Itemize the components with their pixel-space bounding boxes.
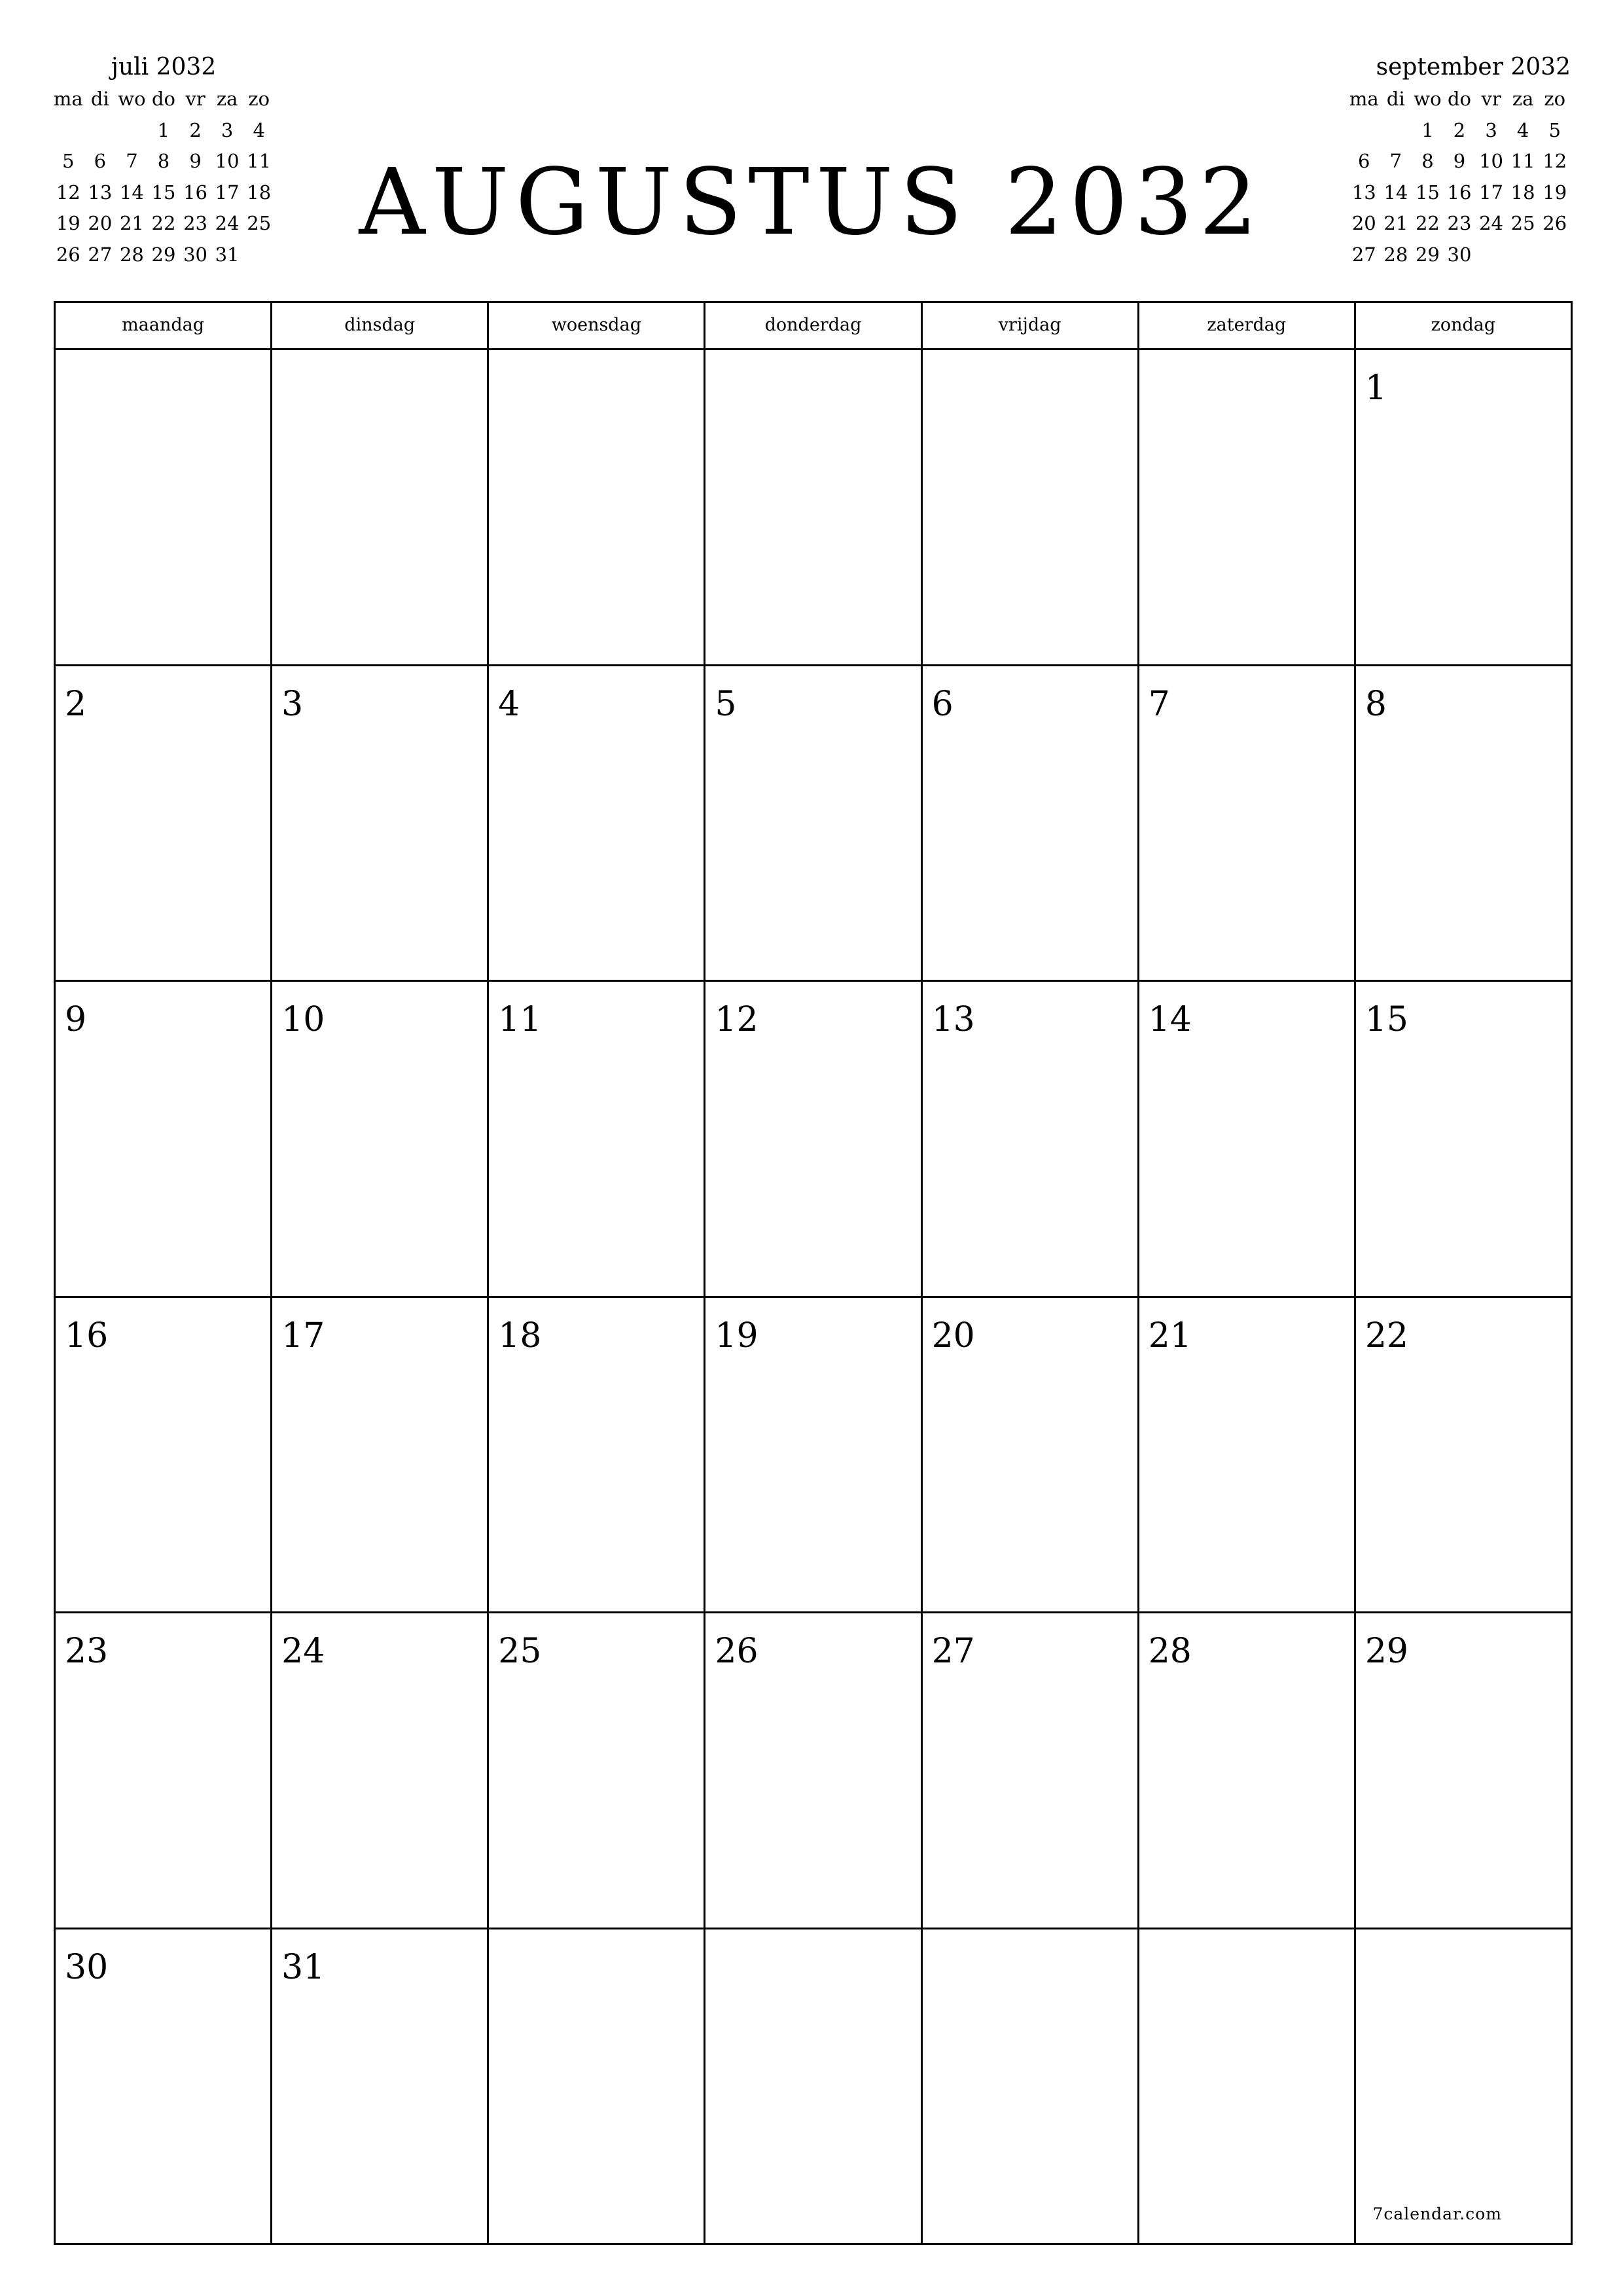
mini-day-number: 18 bbox=[1510, 181, 1535, 204]
day-number: 9 bbox=[65, 1000, 87, 1039]
day-cell bbox=[923, 982, 1139, 1298]
day-cell bbox=[56, 350, 272, 666]
mini-day-number bbox=[1380, 115, 1412, 147]
day-cell bbox=[705, 1298, 922, 1614]
day-number: 4 bbox=[498, 684, 520, 724]
mini-weekday-label: do bbox=[151, 88, 175, 110]
day-cell bbox=[272, 1298, 489, 1614]
mini-calendar-grid bbox=[1348, 84, 1571, 270]
weekday-header: maandag bbox=[56, 303, 272, 350]
mini-day-number: 1 bbox=[157, 118, 170, 141]
day-number: 25 bbox=[498, 1632, 542, 1671]
day-cell bbox=[489, 1929, 705, 2246]
mini-day-number: 24 bbox=[215, 212, 240, 234]
mini-day-number bbox=[84, 115, 116, 147]
mini-day-number: 30 bbox=[183, 243, 208, 266]
mini-day-number: 11 bbox=[1510, 150, 1535, 172]
mini-day-number: 9 bbox=[1453, 150, 1466, 172]
day-number: 28 bbox=[1148, 1632, 1192, 1671]
day-cell bbox=[1356, 1298, 1573, 1614]
mini-day-number: 5 bbox=[1548, 118, 1561, 141]
day-number: 7 bbox=[1148, 684, 1170, 724]
day-cell bbox=[923, 666, 1139, 982]
mini-day-number: 12 bbox=[56, 181, 80, 204]
mini-day-number: 24 bbox=[1479, 212, 1504, 234]
weekday-header: zaterdag bbox=[1139, 303, 1356, 350]
day-cell bbox=[1356, 666, 1573, 982]
day-number: 19 bbox=[715, 1316, 758, 1355]
mini-day-number: 20 bbox=[88, 212, 113, 234]
weekday-header: vrijdag bbox=[923, 303, 1139, 350]
mini-day-number: 7 bbox=[1389, 150, 1402, 172]
day-number: 2 bbox=[65, 684, 87, 724]
day-number: 24 bbox=[281, 1632, 325, 1671]
day-number: 11 bbox=[498, 1000, 542, 1039]
weekday-header: zondag bbox=[1356, 303, 1573, 350]
mini-weekday-label: vr bbox=[185, 88, 205, 110]
day-number: 31 bbox=[281, 1947, 325, 1987]
mini-day-number: 4 bbox=[253, 118, 265, 141]
mini-weekday-label: di bbox=[90, 88, 109, 110]
day-cell bbox=[923, 350, 1139, 666]
day-cell bbox=[56, 982, 272, 1298]
mini-day-number: 14 bbox=[119, 181, 144, 204]
mini-day-number: 10 bbox=[215, 150, 240, 172]
day-cell bbox=[1139, 350, 1356, 666]
mini-day-number: 12 bbox=[1543, 150, 1567, 172]
day-number: 27 bbox=[931, 1632, 975, 1671]
mini-day-number: 7 bbox=[126, 150, 138, 172]
day-cell bbox=[489, 350, 705, 666]
mini-calendar-next-month bbox=[1348, 51, 1571, 270]
mini-day-number: 29 bbox=[1415, 243, 1440, 266]
mini-day-number: 10 bbox=[1479, 150, 1504, 172]
day-cell bbox=[923, 1613, 1139, 1929]
weekday-header: woensdag bbox=[489, 303, 705, 350]
mini-day-number: 2 bbox=[1453, 118, 1466, 141]
day-number: 1 bbox=[1364, 368, 1387, 408]
mini-day-number: 31 bbox=[215, 243, 240, 266]
mini-weekday-label: za bbox=[1512, 88, 1534, 110]
mini-day-number: 22 bbox=[1415, 212, 1440, 234]
mini-weekday-label: wo bbox=[1414, 88, 1442, 110]
mini-day-number: 15 bbox=[151, 181, 176, 204]
mini-day-number: 11 bbox=[247, 150, 272, 172]
mini-day-number: 26 bbox=[1543, 212, 1567, 234]
day-cell bbox=[1139, 666, 1356, 982]
day-cell bbox=[923, 1929, 1139, 2246]
day-cell bbox=[489, 1613, 705, 1929]
mini-day-number: 25 bbox=[247, 212, 272, 234]
day-cell bbox=[272, 982, 489, 1298]
mini-day-number: 26 bbox=[56, 243, 80, 266]
mini-day-number: 4 bbox=[1516, 118, 1529, 141]
day-number: 18 bbox=[498, 1316, 542, 1355]
day-number: 15 bbox=[1364, 1000, 1409, 1039]
day-cell bbox=[1139, 1298, 1356, 1614]
mini-weekday-label: zo bbox=[248, 88, 270, 110]
day-cell bbox=[1139, 1929, 1356, 2246]
mini-day-number: 6 bbox=[1358, 150, 1370, 172]
day-cell bbox=[705, 982, 922, 1298]
day-number: 14 bbox=[1148, 1000, 1192, 1039]
mini-calendar-grid bbox=[52, 84, 275, 270]
mini-weekday-label: do bbox=[1447, 88, 1471, 110]
day-cell bbox=[272, 1613, 489, 1929]
day-cell bbox=[56, 1298, 272, 1614]
day-number: 12 bbox=[715, 1000, 758, 1039]
mini-day-number: 16 bbox=[1447, 181, 1472, 204]
day-cell bbox=[1139, 982, 1356, 1298]
day-number: 23 bbox=[65, 1632, 109, 1671]
day-number: 6 bbox=[931, 684, 954, 724]
mini-weekday-label: vr bbox=[1481, 88, 1501, 110]
mini-day-number: 22 bbox=[151, 212, 176, 234]
day-cell bbox=[272, 1929, 489, 2246]
mini-weekday-label: di bbox=[1386, 88, 1405, 110]
mini-day-number: 1 bbox=[1421, 118, 1434, 141]
day-cell bbox=[705, 1613, 922, 1929]
day-cell bbox=[489, 666, 705, 982]
day-cell bbox=[56, 666, 272, 982]
mini-day-number: 27 bbox=[88, 243, 113, 266]
mini-day-number: 29 bbox=[151, 243, 176, 266]
day-number: 26 bbox=[715, 1632, 758, 1671]
mini-calendar-title: juli 2032 bbox=[111, 54, 217, 81]
mini-calendar-title: september 2032 bbox=[1376, 54, 1571, 81]
day-cell bbox=[56, 1929, 272, 2246]
mini-day-number: 19 bbox=[56, 212, 80, 234]
day-cell bbox=[272, 350, 489, 666]
weekday-header: donderdag bbox=[705, 303, 922, 350]
mini-day-number: 5 bbox=[62, 150, 75, 172]
day-number: 17 bbox=[281, 1316, 325, 1355]
day-cell bbox=[56, 1613, 272, 1929]
mini-calendar-prev-month bbox=[52, 51, 275, 270]
day-number: 30 bbox=[65, 1947, 109, 1987]
mini-weekday-label: ma bbox=[53, 88, 83, 110]
day-number: 16 bbox=[65, 1316, 109, 1355]
mini-day-number: 3 bbox=[1485, 118, 1497, 141]
mini-day-number: 21 bbox=[119, 212, 144, 234]
mini-day-number: 28 bbox=[119, 243, 144, 266]
mini-day-number: 13 bbox=[1351, 181, 1376, 204]
mini-day-number: 16 bbox=[183, 181, 208, 204]
day-number: 3 bbox=[281, 684, 304, 724]
mini-day-number: 13 bbox=[88, 181, 113, 204]
mini-day-number: 8 bbox=[157, 150, 170, 172]
mini-day-number: 2 bbox=[189, 118, 202, 141]
day-number: 29 bbox=[1364, 1632, 1409, 1671]
mini-day-number bbox=[1348, 115, 1380, 147]
mini-day-number bbox=[52, 115, 84, 147]
mini-weekday-label: ma bbox=[1349, 88, 1379, 110]
mini-day-number: 9 bbox=[189, 150, 202, 172]
mini-weekday-label: wo bbox=[118, 88, 146, 110]
mini-day-number: 23 bbox=[1447, 212, 1472, 234]
day-cell bbox=[705, 350, 922, 666]
day-cell bbox=[489, 982, 705, 1298]
month-calendar-grid bbox=[54, 301, 1573, 2245]
day-cell bbox=[1356, 1929, 1573, 2246]
mini-day-number: 21 bbox=[1383, 212, 1408, 234]
day-number: 10 bbox=[281, 1000, 325, 1039]
mini-day-number: 6 bbox=[94, 150, 107, 172]
mini-day-number: 20 bbox=[1351, 212, 1376, 234]
day-number: 8 bbox=[1364, 684, 1387, 724]
day-cell bbox=[1356, 982, 1573, 1298]
weekday-header: dinsdag bbox=[272, 303, 489, 350]
mini-day-number: 8 bbox=[1421, 150, 1434, 172]
mini-weekday-label: za bbox=[216, 88, 238, 110]
mini-day-number: 15 bbox=[1415, 181, 1440, 204]
mini-day-number: 18 bbox=[247, 181, 272, 204]
mini-day-number: 19 bbox=[1543, 181, 1567, 204]
day-number: 5 bbox=[715, 684, 737, 724]
day-number: 21 bbox=[1148, 1316, 1192, 1355]
footer-brand: 7calendar.com bbox=[1372, 2204, 1502, 2223]
day-cell bbox=[489, 1298, 705, 1614]
mini-day-number: 30 bbox=[1447, 243, 1472, 266]
mini-day-number bbox=[116, 115, 148, 147]
mini-day-number: 25 bbox=[1510, 212, 1535, 234]
mini-day-number: 3 bbox=[221, 118, 234, 141]
page-title: AUGUSTUS 2032 bbox=[359, 149, 1264, 256]
day-cell bbox=[1139, 1613, 1356, 1929]
mini-day-number: 28 bbox=[1383, 243, 1408, 266]
day-number: 22 bbox=[1364, 1316, 1409, 1355]
mini-day-number: 17 bbox=[215, 181, 240, 204]
mini-day-number: 17 bbox=[1479, 181, 1504, 204]
mini-day-number: 14 bbox=[1383, 181, 1408, 204]
day-cell bbox=[923, 1298, 1139, 1614]
mini-day-number: 27 bbox=[1351, 243, 1376, 266]
day-cell bbox=[705, 666, 922, 982]
mini-weekday-label: zo bbox=[1544, 88, 1566, 110]
mini-day-number: 23 bbox=[183, 212, 208, 234]
day-number: 13 bbox=[931, 1000, 975, 1039]
day-cell bbox=[705, 1929, 922, 2246]
day-cell bbox=[1356, 350, 1573, 666]
day-cell bbox=[272, 666, 489, 982]
day-cell bbox=[1356, 1613, 1573, 1929]
day-number: 20 bbox=[931, 1316, 975, 1355]
